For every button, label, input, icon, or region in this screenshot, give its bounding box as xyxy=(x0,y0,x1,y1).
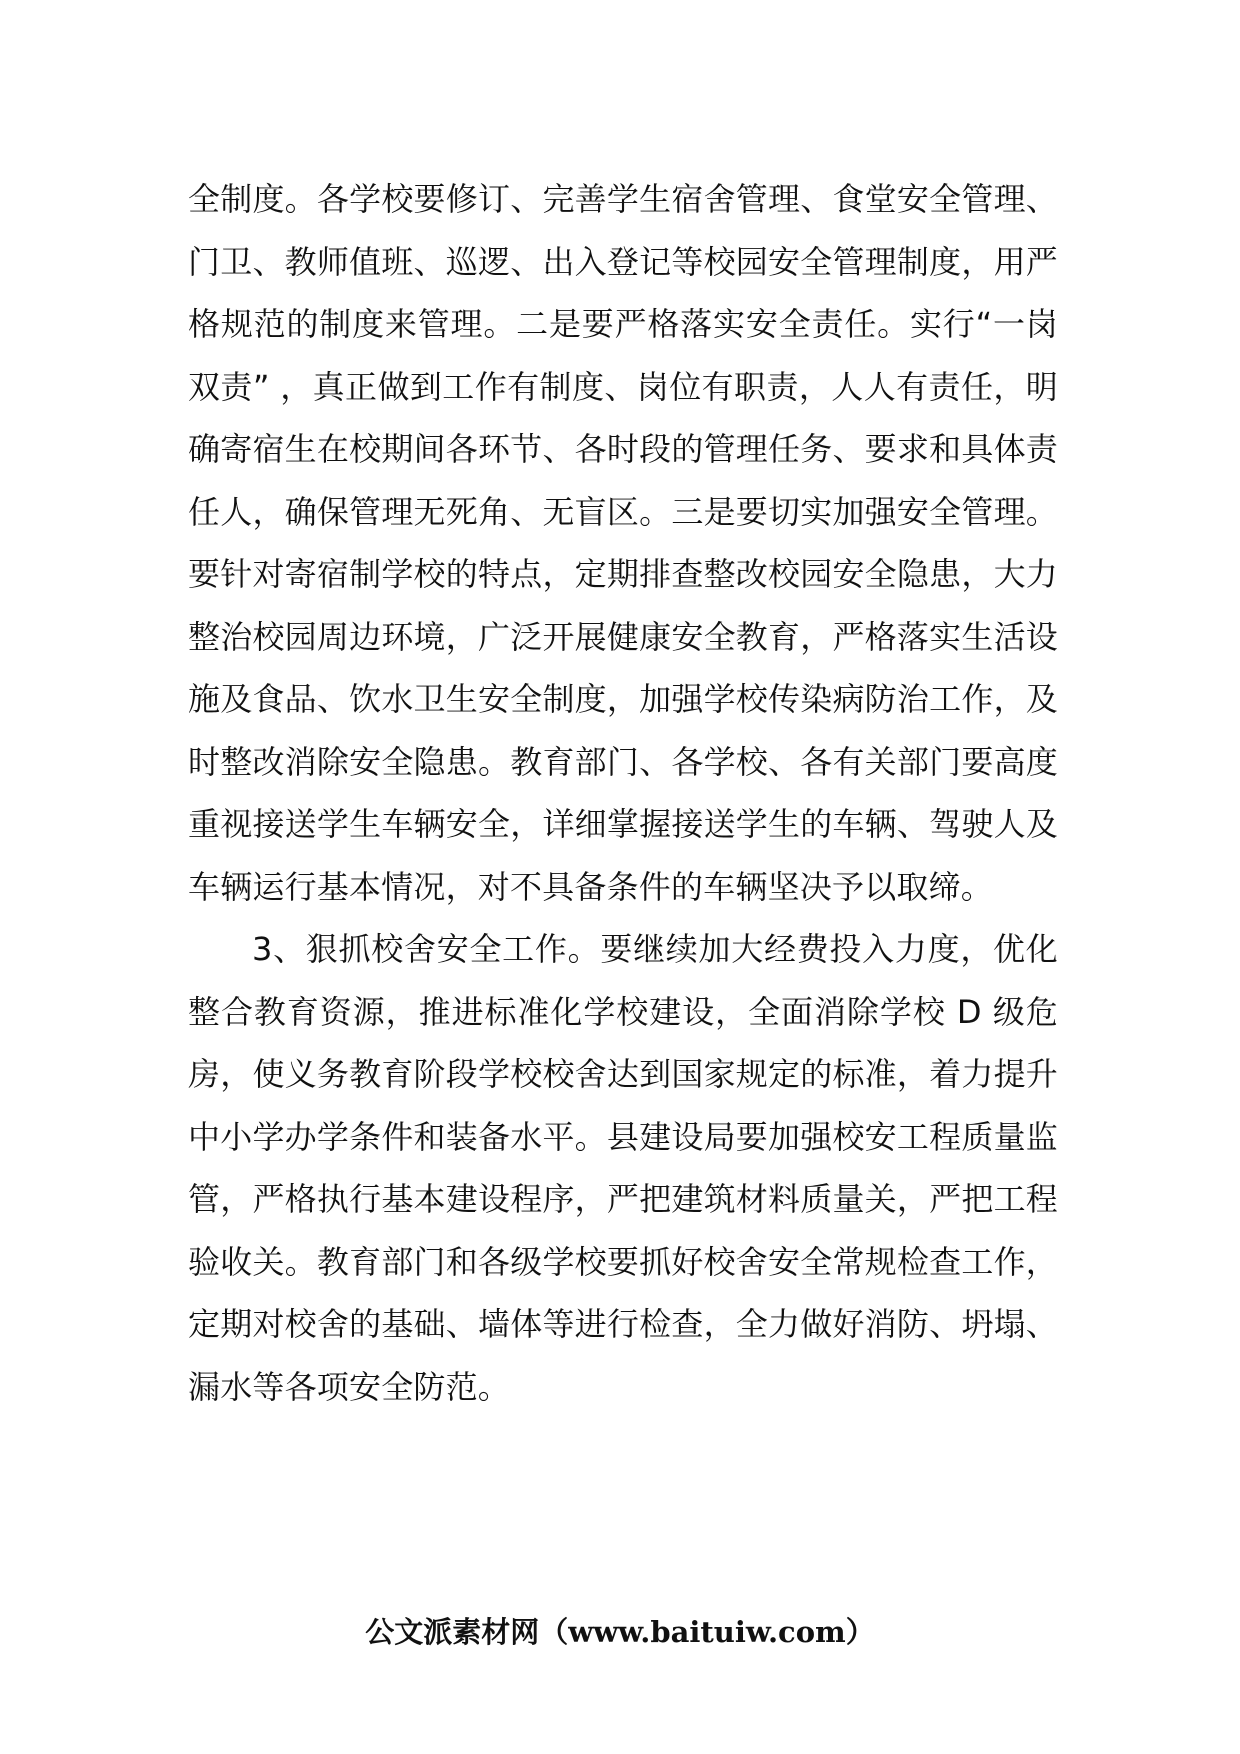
footer-watermark-text: 公文派素材网（www.baituiw.com） xyxy=(365,1615,875,1649)
body-paragraph-1: 全制度。各学校要修订、完善学生宿舍管理、食堂安全管理、门卫、教师值班、巡逻、出入登记等校园安全管理制度，用严格规范的制度来管理。二是要严格落实安全责任。实行“一岗双责” ，真正做到工作有制度、岗位有职责，人人有责任，明确寄宿生在校期间各环节、各时段的管理任务、要求和具体责任人，确保管理无死角、无盲区。三是要切实加强安全管理。要针对寄宿制学校的特点，定期排查整改校园安全隐患，大力整治校园周边环境，广泛开展健康安全教育，严格落实生活设施及食品、饮水卫生安全制度，加强学校传染病防治工作，及时整改消除安全隐患。教育部门、各学校、各有关部门要高度重视接送学生车辆安全，详细掌握接送学生的车辆、驾驶人及车辆运行基本情况，对不具备条件的车辆坚决予以取缔。 xyxy=(188,180,1058,906)
body-paragraph-2: 3、狠抓校舍安全工作。要继续加大经费投入力度，优化整合教育资源，推进标准化学校建设，全面消除学校 D 级危房，使义务教育阶段学校校舍达到国家规定的标准，着力提升中小学办学条件和装备水平。县建设局要加强校安工程质量监管，严格执行基本建设程序，严把建筑材料质量关，严把工程验收关。教育部门和各级学校要抓好校舍安全常规检查工作，定期对校舍的基础、墙体等进行检查，全力做好消防、坍塌、漏水等各项安全防范。 xyxy=(188,930,1058,1406)
document-body xyxy=(188,168,1058,1418)
